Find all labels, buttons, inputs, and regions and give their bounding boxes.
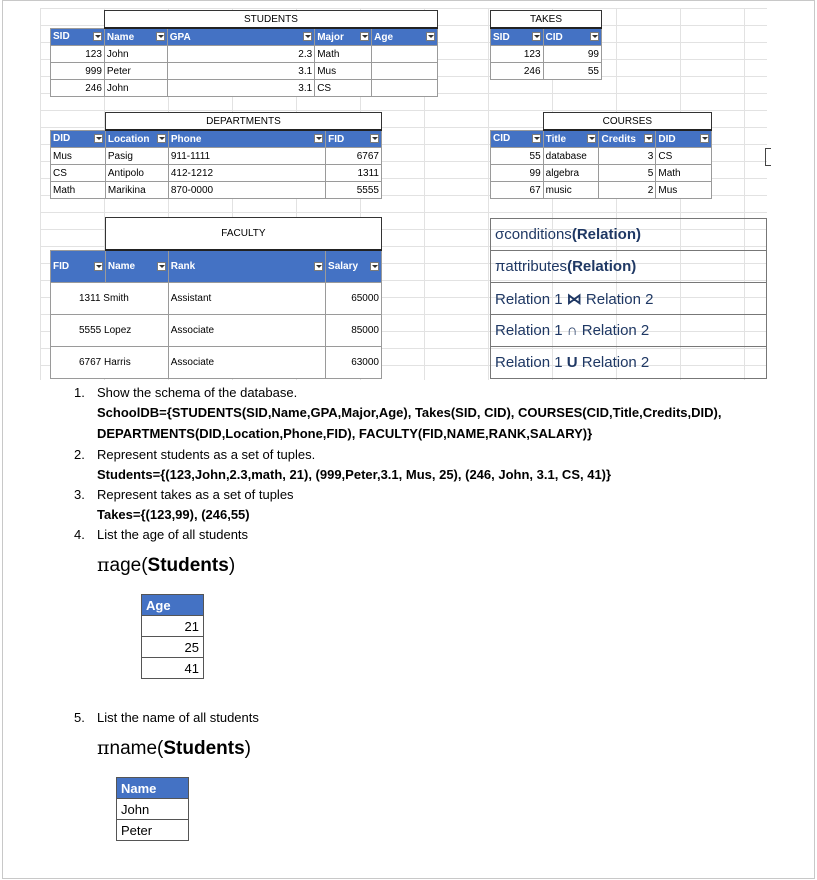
cell[interactable]	[372, 46, 438, 63]
list-number: 2.	[74, 447, 85, 462]
operator-projection: πattributes(Relation)	[491, 251, 767, 283]
cell[interactable]: Associate	[168, 347, 325, 379]
filter-dropdown-icon[interactable]	[314, 134, 323, 143]
table-row	[51, 63, 438, 80]
takes-table	[490, 10, 602, 80]
age-header: Age	[142, 595, 204, 616]
table-row	[51, 182, 382, 199]
operator-union: Relation 1 U Relation 2	[491, 347, 767, 379]
cell[interactable]: 246	[51, 80, 105, 97]
filter-dropdown-icon[interactable]	[156, 32, 165, 41]
union-symbol: U	[566, 354, 578, 371]
filter-dropdown-icon[interactable]	[370, 262, 379, 271]
table-row	[117, 799, 189, 820]
cell[interactable]: algebra	[543, 165, 599, 182]
filter-dropdown-icon[interactable]	[360, 32, 369, 41]
table-row	[51, 315, 382, 347]
faculty-title: FACULTY	[105, 218, 381, 251]
pi-symbol: π	[97, 737, 110, 759]
age-projection-expression: πage(Students)	[97, 554, 236, 576]
cell[interactable]: Antipolo	[105, 165, 168, 182]
cell: John	[117, 799, 189, 820]
list-number: 5.	[74, 710, 85, 725]
intersection-symbol: ∩	[566, 322, 578, 339]
faculty-header-name[interactable]: Name	[105, 250, 168, 283]
cell[interactable]: 123	[491, 46, 544, 63]
cell[interactable]: John	[104, 80, 167, 97]
cell[interactable]: 2	[599, 182, 656, 199]
cell[interactable]: 99	[491, 165, 544, 182]
cell-selection-bracket	[765, 148, 771, 166]
operator-intersection: Relation 1 ∩ Relation 2	[491, 315, 767, 347]
cell[interactable]: 123	[51, 46, 105, 63]
table-row	[142, 637, 204, 658]
cell[interactable]: 63000	[326, 347, 382, 379]
cell[interactable]: 55	[491, 148, 544, 165]
list-number: 4.	[74, 527, 85, 542]
schema-answer-line2: DEPARTMENTS(DID,Location,Phone,FID), FACULTY(FID,NAME,RANK,SALARY)}	[97, 426, 593, 441]
cell[interactable]: 85000	[326, 315, 382, 347]
cell[interactable]: 911-1111	[168, 148, 325, 165]
cell[interactable]: 2.3	[167, 46, 314, 63]
cell[interactable]: database	[543, 148, 599, 165]
cell: Peter	[117, 820, 189, 841]
cell[interactable]: 99	[543, 46, 601, 63]
schema-answer-line1: SchoolDB={STUDENTS(SID,Name,GPA,Major,Age), Takes(SID, CID), COURSES(CID,Title,Credits,DID),	[97, 405, 722, 420]
list-item-text: List the name of all students	[97, 710, 259, 725]
cell[interactable]: Marikina	[105, 182, 168, 199]
table-row	[51, 283, 382, 315]
filter-dropdown-icon[interactable]	[157, 134, 166, 143]
filter-dropdown-icon[interactable]	[94, 134, 103, 143]
takes-title: TAKES	[491, 11, 602, 29]
table-row	[117, 820, 189, 841]
takes-header-cid[interactable]: CID	[543, 28, 601, 46]
takes-header-sid[interactable]: SID	[491, 28, 544, 46]
cell[interactable]: 999	[51, 63, 105, 80]
cell[interactable]: 246	[491, 63, 544, 80]
pi-symbol: π	[495, 258, 506, 275]
cell[interactable]: Mus	[656, 182, 712, 199]
cell[interactable]: 870-0000	[168, 182, 325, 199]
table-row	[491, 63, 602, 80]
sigma-symbol: σ	[495, 226, 505, 243]
table-row	[142, 616, 204, 637]
departments-table	[50, 112, 382, 199]
cell[interactable]: John	[104, 46, 167, 63]
cell[interactable]: 3	[599, 148, 656, 165]
cell: 25	[142, 637, 204, 658]
cell[interactable]: 412-1212	[168, 165, 325, 182]
cell[interactable]: 5555 Lopez	[51, 315, 169, 347]
cell[interactable]: Assistant	[168, 283, 325, 315]
faculty-header-salary[interactable]: Salary	[326, 250, 382, 283]
cell[interactable]: Associate	[168, 315, 325, 347]
operator-join: Relation 1 ⋈ Relation 2	[491, 283, 767, 315]
filter-dropdown-icon[interactable]	[700, 134, 709, 143]
cell[interactable]: Math	[656, 165, 712, 182]
students-header-major[interactable]: Major	[315, 28, 372, 46]
name-header: Name	[117, 778, 189, 799]
cell[interactable]: CS	[656, 148, 712, 165]
cell[interactable]: Math	[51, 182, 106, 199]
table-row	[491, 165, 712, 182]
courses-title: COURSES	[543, 113, 711, 131]
cell[interactable]: Math	[315, 46, 372, 63]
filter-dropdown-icon[interactable]	[303, 32, 312, 41]
courses-header-did[interactable]: DID	[656, 130, 712, 148]
cell[interactable]	[372, 63, 438, 80]
list-item-text: List the age of all students	[97, 527, 249, 542]
courses-header-credits[interactable]: Credits	[599, 130, 656, 148]
filter-dropdown-icon[interactable]	[644, 134, 653, 143]
relational-operators-table	[490, 218, 767, 379]
filter-dropdown-icon[interactable]	[314, 262, 323, 271]
table-row	[491, 182, 712, 199]
list-item-text: Represent students as a set of tuples.	[97, 447, 316, 462]
name-projection-expression: πname(Students)	[97, 737, 251, 759]
courses-table	[490, 112, 712, 199]
cell: 21	[142, 616, 204, 637]
filter-dropdown-icon[interactable]	[587, 134, 596, 143]
students-header-age[interactable]: Age	[372, 28, 438, 46]
filter-dropdown-icon[interactable]	[590, 32, 599, 41]
filter-dropdown-icon[interactable]	[93, 32, 102, 41]
table-row	[491, 148, 712, 165]
cell[interactable]: 5555	[326, 182, 382, 199]
cell[interactable]: 67	[491, 182, 544, 199]
students-table	[50, 10, 438, 97]
cell[interactable]	[372, 80, 438, 97]
cell[interactable]: Pasig	[105, 148, 168, 165]
filter-dropdown-icon[interactable]	[370, 134, 379, 143]
table-row	[491, 46, 602, 63]
table-row	[142, 658, 204, 679]
cell[interactable]: 6767	[326, 148, 382, 165]
pi-symbol: π	[97, 554, 110, 576]
departments-header-fid[interactable]: FID	[326, 130, 382, 148]
age-result-table	[141, 594, 204, 679]
faculty-table	[50, 217, 382, 379]
operator-selection: σconditions(Relation)	[491, 219, 767, 251]
table-row	[51, 347, 382, 379]
list-number: 3.	[74, 487, 85, 502]
table-row	[51, 148, 382, 165]
list-item-text: Show the schema of the database.	[97, 385, 298, 400]
students-header-gpa[interactable]: GPA	[167, 28, 314, 46]
departments-header-location[interactable]: Location	[105, 130, 168, 148]
join-symbol: ⋈	[566, 290, 582, 308]
cell[interactable]: Mus	[315, 63, 372, 80]
list-item-text: Represent takes as a set of tuples	[97, 487, 294, 502]
faculty-header-fid[interactable]: FID	[51, 250, 106, 283]
filter-dropdown-icon[interactable]	[532, 134, 541, 143]
name-result-table	[116, 777, 189, 841]
table-row	[51, 46, 438, 63]
filter-dropdown-icon[interactable]	[157, 262, 166, 271]
students-title: STUDENTS	[104, 11, 437, 29]
cell[interactable]: 5	[599, 165, 656, 182]
cell[interactable]: 1311 Smith	[51, 283, 169, 315]
filter-dropdown-icon[interactable]	[532, 32, 541, 41]
filter-dropdown-icon[interactable]	[94, 262, 103, 271]
students-header-name[interactable]: Name	[104, 28, 167, 46]
filter-dropdown-icon[interactable]	[426, 32, 435, 41]
cell[interactable]: 65000	[326, 283, 382, 315]
faculty-header-rank[interactable]: Rank	[168, 250, 325, 283]
cell[interactable]: 6767 Harris	[51, 347, 169, 379]
departments-header-phone[interactable]: Phone	[168, 130, 325, 148]
courses-header-cid[interactable]: CID	[491, 130, 544, 148]
cell: 41	[142, 658, 204, 679]
departments-header-did[interactable]: DID	[51, 130, 106, 148]
cell[interactable]: CS	[315, 80, 372, 97]
cell[interactable]: Mus	[51, 148, 106, 165]
cell[interactable]: 3.1	[167, 63, 314, 80]
table-row	[51, 80, 438, 97]
cell[interactable]: 55	[543, 63, 601, 80]
students-tuples-answer: Students={(123,John,2.3,math, 21), (999,Peter,3.1, Mus, 25), (246, John, 3.1, CS, 41)}	[97, 467, 612, 482]
cell[interactable]: CS	[51, 165, 106, 182]
cell[interactable]: 3.1	[167, 80, 314, 97]
students-header-sid[interactable]: SID	[51, 28, 105, 46]
courses-header-title[interactable]: Title	[543, 130, 599, 148]
cell[interactable]: music	[543, 182, 599, 199]
cell[interactable]: 1311	[326, 165, 382, 182]
departments-title: DEPARTMENTS	[105, 113, 381, 131]
list-number: 1.	[74, 385, 85, 400]
takes-tuples-answer: Takes={(123,99), (246,55)	[97, 507, 250, 522]
table-row	[51, 165, 382, 182]
cell[interactable]: Peter	[104, 63, 167, 80]
